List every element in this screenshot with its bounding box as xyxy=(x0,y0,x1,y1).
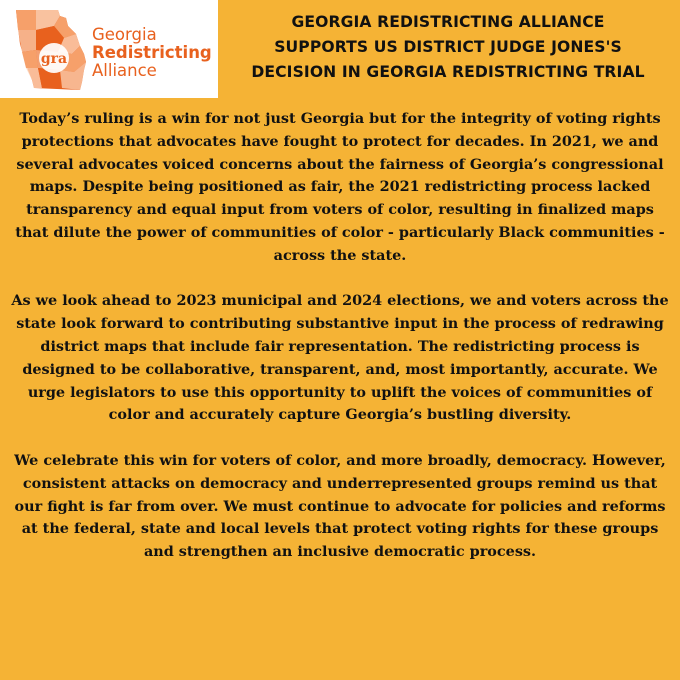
logo-initials: gra xyxy=(40,51,68,67)
paragraph-celebrate: We celebrate this win for voters of color, and more broadly, democracy. However, consistent attacks on democracy and underrepresented groups remind us that our fight is far from over. We must continue to advocate for policies and reforms at the federal, state and local levels that protect voting rights for these groups and strengthen an inclusive democratic process. xyxy=(14,451,666,561)
paragraph-elections: As we look ahead to 2023 municipal and 2024 elections, we and voters across the state look forward to contributing substantive input in the process of redrawing district maps that include fair representation. The redistricting process is designed to be collaborative, transparent, and, most importantly, accurate. We urge legislators to use this opportunity to uplift the voices of communities of color and accurately capture Georgia’s bustling diversity. xyxy=(11,292,669,424)
logo-line-2: Redistricting xyxy=(92,43,212,62)
logo-line-1: Georgia xyxy=(92,25,157,44)
georgia-map-logo-icon xyxy=(14,8,88,92)
logo-line-3: Alliance xyxy=(92,61,157,80)
headline-line-2: SUPPORTS US DISTRICT JUDGE JONES'S xyxy=(274,38,622,56)
logo-wordmark xyxy=(92,26,212,80)
headline xyxy=(226,10,670,85)
paragraph-ruling: Today’s ruling is a win for not just Georgia but for the integrity of voting rights protections that advocates have fought to protect for decades. In 2021, we and several advocates voiced concerns about the fairness of Georgia’s congressional maps. Despite being positioned as fair, the 2021 redistricting process lacked transparency and equal input from voters of color, resulting in finalized maps that dilute the power of communities of color - particularly Black communities - across the state. xyxy=(15,110,665,264)
statement-body xyxy=(8,108,672,564)
headline-line-3: DECISION IN GEORGIA REDISTRICTING TRIAL xyxy=(251,63,645,81)
logo xyxy=(0,0,218,98)
headline-line-1: GEORGIA REDISTRICTING ALLIANCE xyxy=(291,13,605,31)
